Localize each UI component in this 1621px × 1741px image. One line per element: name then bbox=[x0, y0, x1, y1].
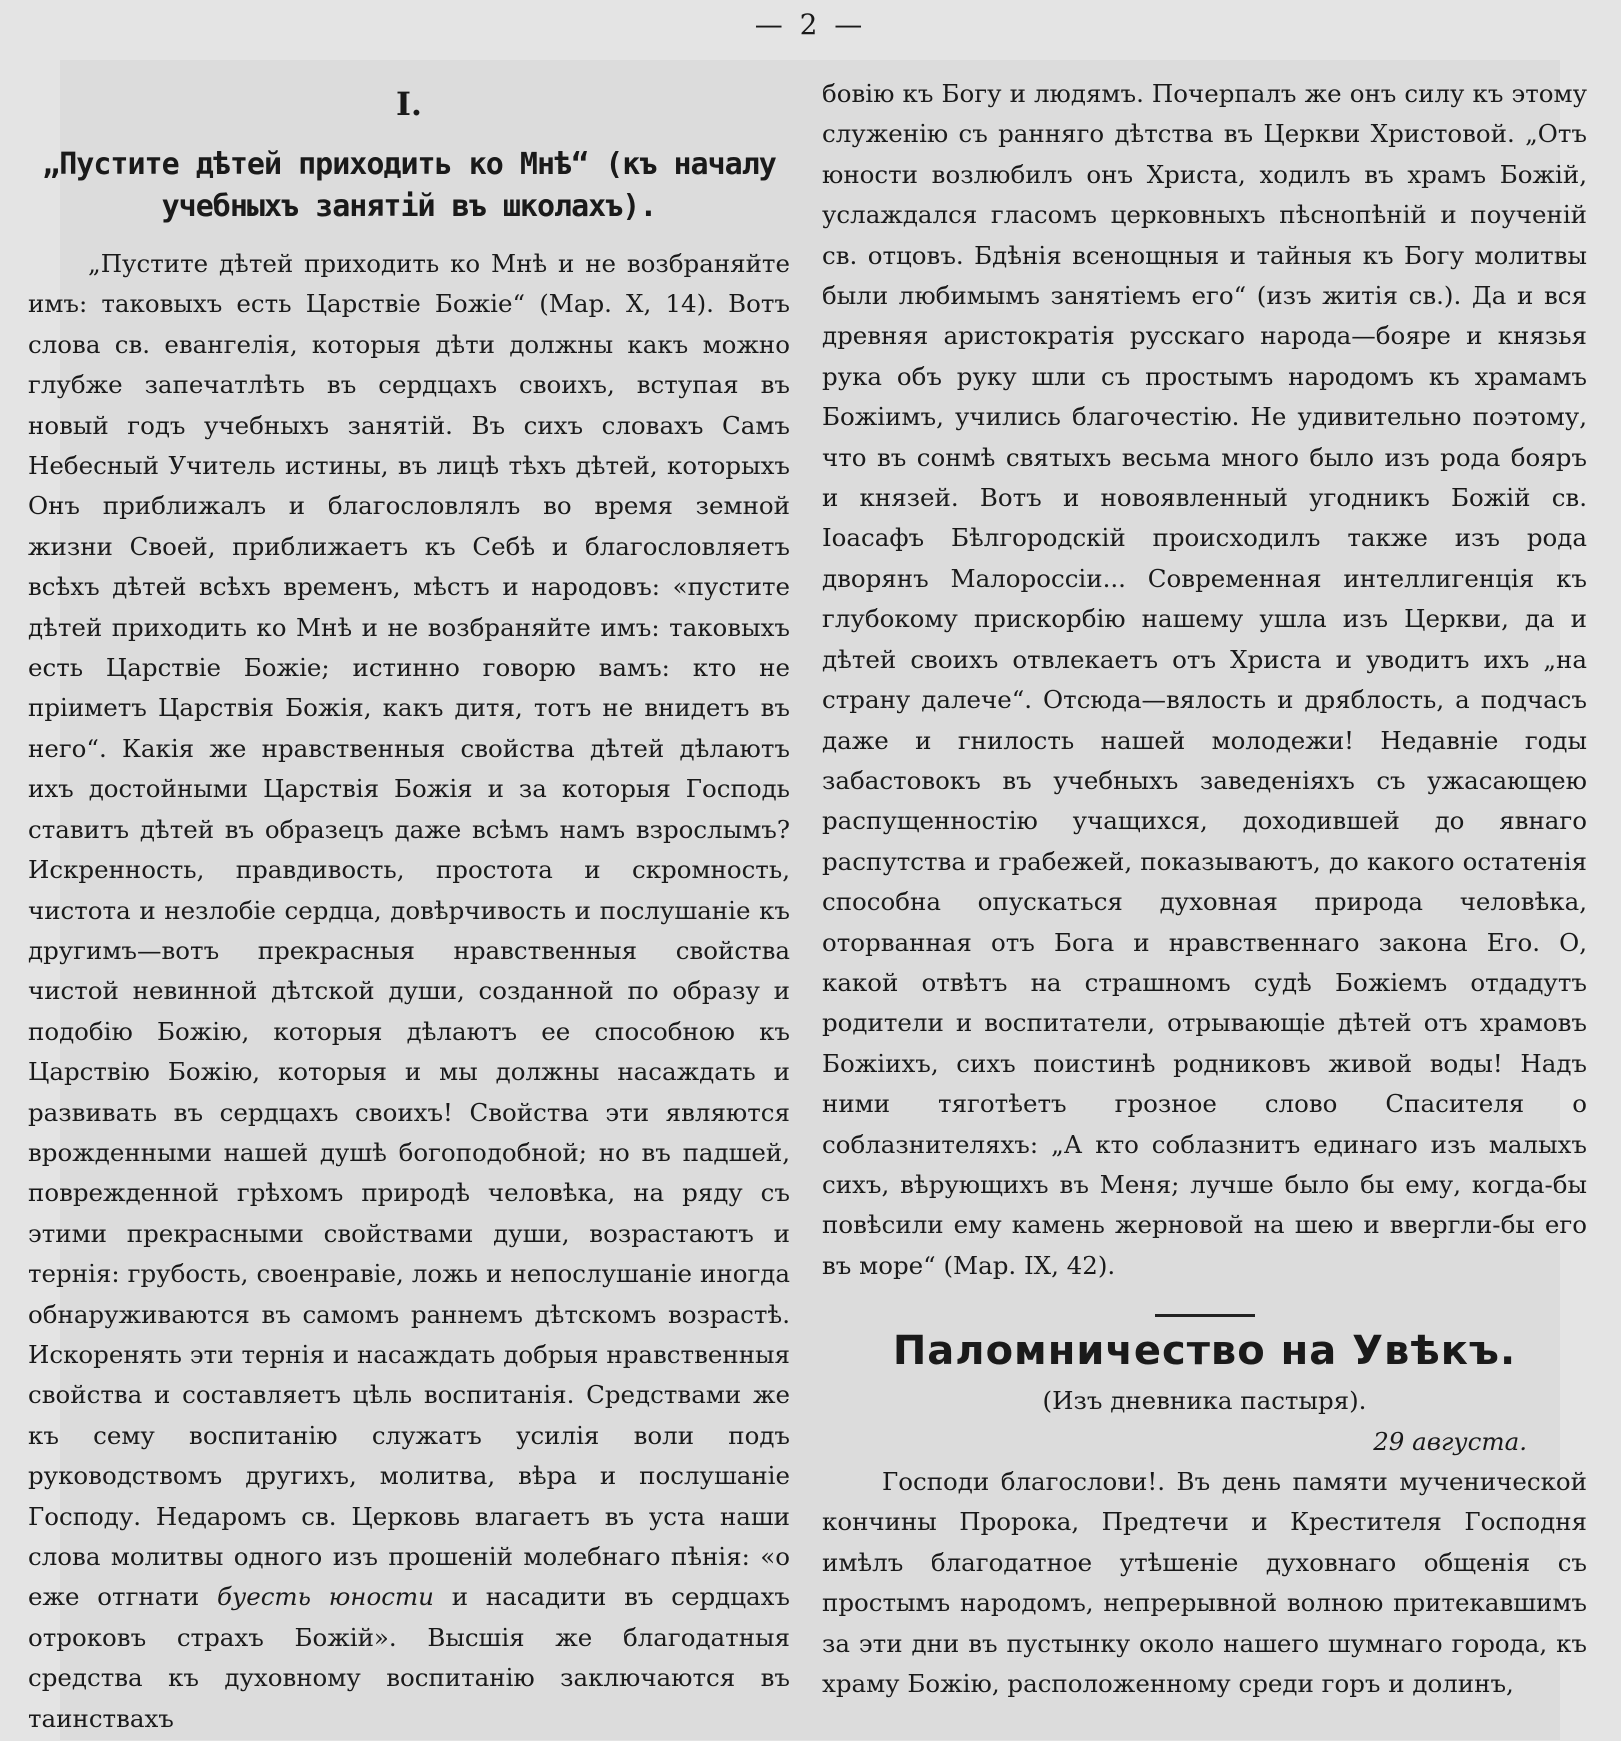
article-title: Паломничество на Увѣкъ. bbox=[892, 1328, 1517, 1375]
italic-phrase: буесть юности bbox=[217, 1582, 434, 1612]
section-divider bbox=[1155, 1314, 1255, 1317]
page-number: — 2 — bbox=[754, 8, 867, 41]
article-paragraph: Господи благослови!. Въ день памяти мученической кончины Пророка, Предтечи и Крестителя Господня имѣлъ благодатное утѣшеніе духовнаго общенія съ простымъ народомъ, непрерывной волною притекавшимъ за эти дни въ пустынку около нашего шумнаго города, къ храму Божію, расположенному среди горъ и долинъ, bbox=[822, 1467, 1587, 1699]
section-heading: „Пустите дѣтей приходить ко Мнѣ“ (къ началу учебныхъ занятій въ школахъ). bbox=[42, 147, 776, 224]
diary-date: 29 августа. bbox=[1373, 1426, 1527, 1456]
section-number: I. bbox=[395, 85, 423, 123]
left-column bbox=[28, 0, 790, 1739]
right-column bbox=[822, 74, 1587, 1704]
left-paragraph bbox=[28, 244, 790, 1739]
paragraph-text: „Пустите дѣтей приходить ко Мнѣ и не возбраняйте имъ: таковыхъ есть Царствіе Божіе“ (Мар. X, 14). Вотъ слова св. евангелія, которыя дѣти должны какъ можно глубже запечатлѣть въ сердцахъ своихъ, вступая въ новый годъ учебныхъ занятій. Въ сихъ словахъ Самъ Небесный Учитель истины, въ лицѣ тѣхъ дѣтей, которыхъ Онъ приближалъ и благословлялъ во время земной жизни Своей, приближаетъ къ Себѣ и благословляетъ всѣхъ дѣтей всѣхъ временъ, мѣстъ и народовъ: «пустите дѣтей приходить ко Мнѣ и не возбраняйте имъ: таковыхъ есть Царствіе Божіе; истинно говорю вамъ: кто не пріиметъ Царствія Божія, какъ дитя, тотъ не внидетъ въ него“. Какія же нравственныя свойства дѣтей дѣлаютъ ихъ достойными Царствія Божія и за которыя Господь ставитъ дѣтей въ образецъ даже всѣмъ намъ взрослымъ? Искренность, правдивость, простота и скромность, чистота и незлобіе сердца, довѣрчивость и послушаніе къ другимъ—вотъ прекрасныя нравственныя свойства чистой невинной дѣтской души, созданной по образу и подобію Божію, которыя дѣлаютъ ее способною къ Царствію Божію, которыя и мы должны насаждать и развивать въ сердцахъ своихъ! Свойства эти являются врожденными нашей душѣ богоподобной; но въ падшей, поврежденной грѣхомъ природѣ человѣка, на ряду съ этими прекрасными свойствами души, возрастаютъ и тернія: грубость, своенравіе, ложь и непослушаніе иногда обнаруживаются въ самомъ раннемъ дѣтскомъ возрастѣ. Искоренять эти тернія и насаждать добрыя нравственныя свойства и составляетъ цѣль воспитанія. Средствами же къ сему воспитанію служатъ усилія воли подъ руководствомъ другихъ, молитва, вѣра и послушаніе Господу. Недаромъ св. Церковь влагаетъ въ уста наши слова молитвы одного изъ прошеній молебнаго пѣнія: «о еже отгнати bbox=[28, 249, 790, 1612]
article-subtitle: (Изъ дневника пастыря). bbox=[1042, 1386, 1367, 1416]
right-paragraph: бовію къ Богу и людямъ. Почерпалъ же онъ силу къ этому служенію съ ранняго дѣтства въ Церкви Христовой. „Отъ юности возлюбилъ онъ Христа, ходилъ въ храмъ Божій, услаждался гласомъ церковныхъ пѣснопѣній и поученій св. отцовъ. Бдѣнія всенощныя и тайныя къ Богу молитвы были любимымъ занятіемъ его“ (изъ житія св.). Да и вся древняя аристократія русскаго народа—бояре и князья рука объ руку шли съ простымъ народомъ къ храмамъ Божіимъ, учились благочестію. Не удивительно поэтому, что въ сонмѣ святыхъ весьма много было изъ рода бояръ и князей. Вотъ и новоявленный угодникъ Божій св. Іоасафъ Бѣлгородскій происходилъ также изъ рода дворянъ Малороссіи... Современная интеллигенція къ глубокому прискорбію нашему ушла изъ Церкви, да и дѣтей своихъ отвлекаетъ отъ Христа и уводитъ ихъ „на страну далече“. Отсюда—вялость и дряблость, а подчасъ даже и гнилость нашей молодежи! Недавніе годы забастовокъ въ учебныхъ заведеніяхъ съ ужасающею распущенностію учащихся, доходившей до явнаго распутства и грабежей, показываютъ, до какого остатенія способна опускаться духовная природа человѣка, оторванная отъ Бога и нравственнаго закона Его. О, какой отвѣтъ на страшномъ судѣ Божіемъ отдадутъ родители и воспитатели, отрывающіе дѣтей отъ храмовъ Божіихъ, сихъ поистинѣ родниковъ живой воды! Надъ ними тяготѣетъ грозное слово Спасителя о соблазнителяхъ: „А кто соблазнитъ единаго изъ малыхъ сихъ, вѣрующихъ въ Меня; лучше было бы ему, когда-бы повѣсили ему камень жерновой на шею и ввергли-бы его въ море“ (Мар. IX, 42). bbox=[822, 79, 1587, 1280]
paragraph-text-continued: и насадити въ сердцахъ отроковъ страхъ Божій». Высшія же благодатныя средства къ духовному воспитанію заключаются въ таинствахъ bbox=[28, 1582, 790, 1733]
